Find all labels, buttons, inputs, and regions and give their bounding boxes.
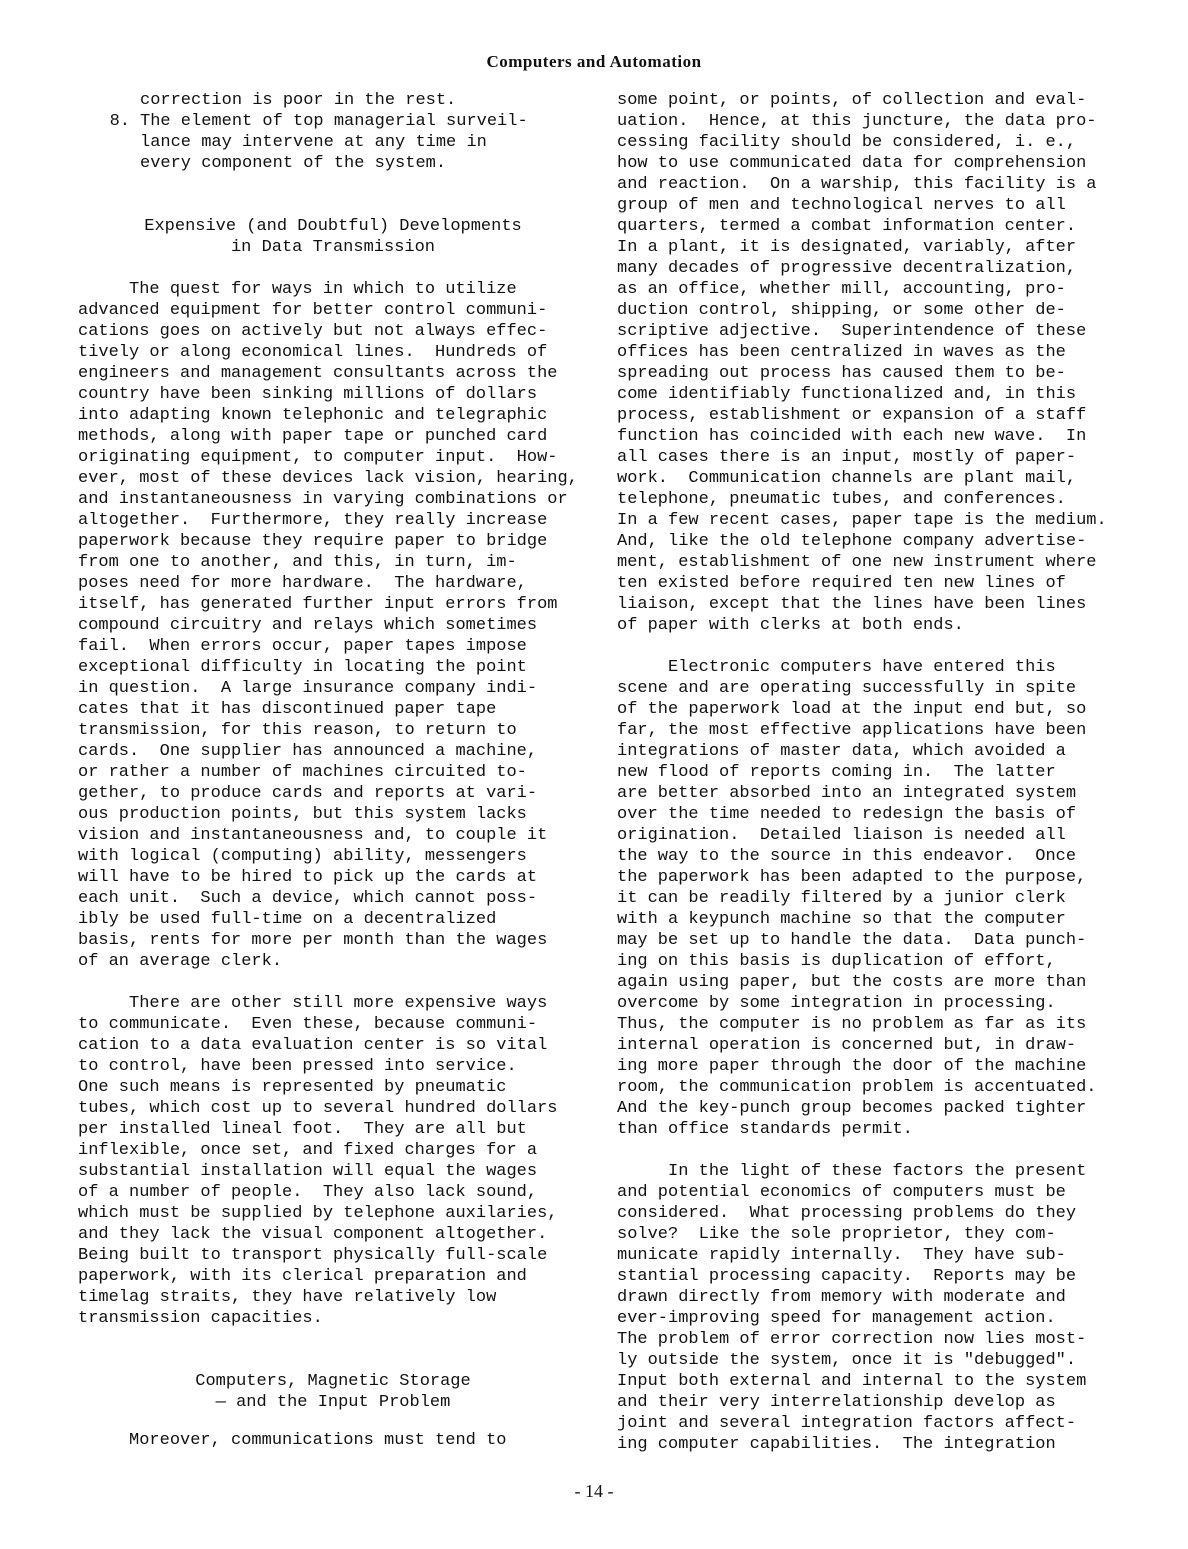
right-column (617, 90, 1122, 1455)
paragraph: There are other still more expensive ways to communicate. Even these, because communi- cation to a data evaluation center is so vital to control, have been pressed into service. One such means is represented by pneumatic tubes, which cost up to several hundred dollars per installed lineal foot. They are all but inflexible, once set, and fixed charges for a substantial installation will equal the wages of a number of people. They also lack sound, which must be supplied by telephone auxilaries, and they lack the visual component altogether. Being built to transport physically full-scale paperwork, with its clerical preparation and timelag straits, they have relatively low transmission capacities. (78, 994, 558, 1328)
paragraph: some point, or points, of collection and eval- uation. Hence, at this juncture, the data pro- cessing facility should be considered, i. e., how to use communicated data for comprehension and reaction. On a warship, this facility is a group of men and technological nerves to all quarters, termed a combat information center. In a plant, it is designated, variably, after many decades of progressive decentralization, as an office, whether mill, accounting, pro- duction control, shipping, or some other de- scriptive adjective. Superintendence of these offices has been centralized in waves as the spreading out process has caused them to be- come identifiably functionalized and, in this process, establishment or expansion of a staff function has coincided with each new wave. In all cases there is an input, mostly of paper- work. Communication channels are plant mail, telephone, pneumatic tubes, and conferences. In a few recent cases, paper tape is the medium. And, like the old telephone company advertise- ment, establishment of one new instrument where ten existed before required ten new lines of liaison, except that the lines have been lines of paper with clerks at both ends. (617, 91, 1107, 635)
page-header: Computers and Automation (486, 52, 702, 71)
paragraph: In the light of these factors the present and potential economics of computers must be considered. What processing problems do they solve? Like the sole proprietor, they com- municate rapidly internally. They have sub- stantial processing capacity. Reports may be drawn directly from memory with moderate and ever-improving speed for management action. The problem of error correction now lies most- ly outside the system, once it is "debugged". Input both external and internal to the system and their very interrelationship develop as joint and several integration factors affect- ing computer capabilities. The integration (617, 1162, 1087, 1454)
left-column (78, 90, 588, 1451)
paragraph: Moreover, communications must tend to (78, 1431, 507, 1450)
list-item-8 (78, 111, 588, 174)
paragraph: The quest for ways in which to utilize advanced equipment for better control communi- cations goes on actively but not always effec- tively or along economical lines. Hundreds of engineers and management consultants across the country have been sinking millions of dollars into adapting known telephonic and telegraphic methods, along with paper tape or punched card originating equipment, to computer input. How- ever, most of these devices lack vision, hearing, and instantaneousness in varying combinations or altogether. Furthermore, they really increase paperwork because they require paper to bridge from one to another, and this, in turn, im- poses need for more hardware. The hardware, itself, has generated further input errors from compound circuitry and relays which sometimes fail. When errors occur, paper tapes impose exceptional difficulty in locating the point in question. A large insurance company indi- cates that it has discontinued paper tape transmission, for this reason, to return to cards. One supplier has announced a machine, or rather a number of machines circuited to- gether, to produce cards and reports at vari- ous production points, but this system lacks vision and instantaneousness and, to couple it with logical (computing) ability, messengers will have to be hired to pick up the cards at each unit. Such a device, which cannot poss- ibly be used full-time on a decentralized basis, rents for more per month than the wages of an average clerk. (78, 280, 578, 971)
list-text: The element of top managerial surveil- lance may intervene at any time in every component of the system. (140, 112, 528, 173)
section-heading-data-transmission: Expensive (and Doubtful) Developments in Data Transmission (144, 217, 522, 257)
page-number: - 14 - (574, 1481, 614, 1501)
section-heading-computers-magnetic-storage: Computers, Magnetic Storage — and the Input Problem (195, 1372, 471, 1412)
list-number: 8. (109, 112, 130, 131)
list-continuation: correction is poor in the rest. (140, 91, 457, 110)
paragraph: Electronic computers have entered this scene and are operating successfully in spite of the paperwork load at the input end but, so far, the most effective applications have been integrations of master data, which avoided a new flood of reports coming in. The latter are better absorbed into an integrated system over the time needed to redesign the basis of origination. Detailed liaison is needed all the way to the source in this endeavor. Once the paperwork has been adapted to the purpose, it can be readily filtered by a junior clerk with a keypunch machine so that the computer may be set up to handle the data. Data punch- ing on this basis is duplication of effort, again using paper, but the costs are more than overcome by some integration in processing. Thus, the computer is no problem as far as its internal operation is concerned but, in draw- ing more paper through the door of the machine room, the communication problem is accentuated. And the key-punch group becomes packed tighter than office standards permit. (617, 658, 1097, 1139)
